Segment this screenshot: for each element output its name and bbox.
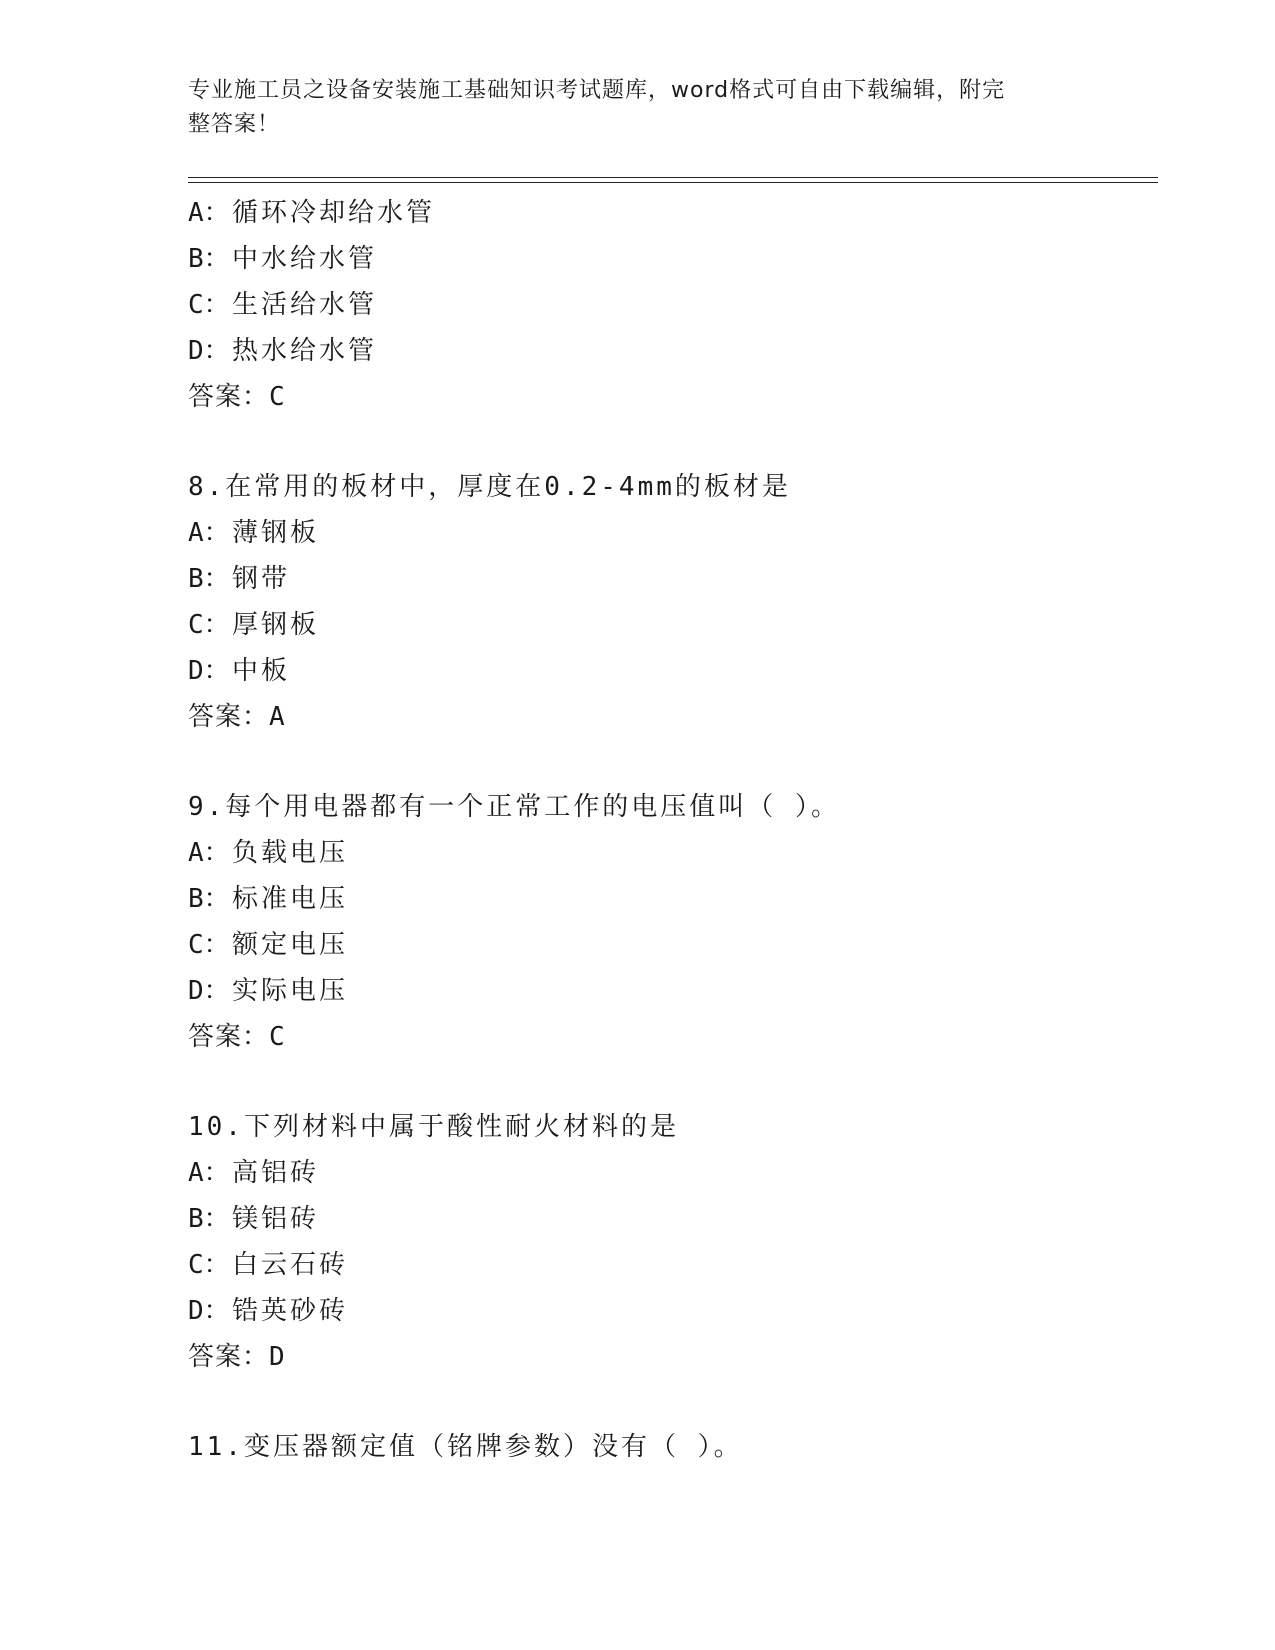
option-text: 厚钢板 [232,610,320,640]
option-text: 钢带 [232,564,291,594]
answer-label: 答案： [188,702,270,732]
answer-value: C [269,382,286,412]
question-7-continued [188,190,1148,420]
question-9 [188,784,1148,1060]
option-c [188,282,1148,328]
option-d [188,968,1148,1014]
option-label: D： [188,1296,230,1326]
answer-line [188,1334,1148,1380]
option-text: 高铝砖 [232,1158,320,1188]
question-stem: 8.在常用的板材中，厚度在0.2-4mm的板材是 [188,472,791,502]
option-a [188,510,1148,556]
option-label: C： [188,930,230,960]
option-label: C： [188,1250,230,1280]
option-d [188,648,1148,694]
question-stem: 11.变压器额定值（铭牌参数）没有（ ）。 [188,1432,743,1462]
option-text: 中板 [232,656,291,686]
header-divider-bottom [188,182,1158,183]
question-list [188,190,1148,1470]
option-text: 白云石砖 [232,1250,349,1280]
option-label: B： [188,884,230,914]
option-c [188,922,1148,968]
option-text: 中水给水管 [232,244,378,274]
option-label: A： [188,198,230,228]
option-text: 实际电压 [232,976,349,1006]
question-8 [188,464,1148,740]
answer-value: A [269,702,286,732]
option-a [188,1150,1148,1196]
option-d [188,1288,1148,1334]
answer-line [188,374,1148,420]
option-label: D： [188,976,230,1006]
option-text: 薄钢板 [232,518,320,548]
option-label: B： [188,564,230,594]
option-text: 标准电压 [232,884,349,914]
answer-label: 答案： [188,382,270,412]
option-text: 负载电压 [232,838,349,868]
option-text: 镁铝砖 [232,1204,320,1234]
option-a [188,830,1148,876]
answer-value: D [269,1342,286,1372]
question-10 [188,1104,1148,1380]
option-label: B： [188,1204,230,1234]
option-b [188,1196,1148,1242]
option-text: 锆英砂砖 [232,1296,349,1326]
option-c [188,1242,1148,1288]
option-label: A： [188,1158,230,1188]
option-label: C： [188,610,230,640]
document-header [188,74,1068,142]
option-text: 热水给水管 [232,336,378,366]
option-c [188,602,1148,648]
header-divider-top [188,177,1158,178]
option-label: D： [188,336,230,366]
question-stem: 10.下列材料中属于酸性耐火材料的是 [188,1112,679,1142]
answer-line [188,694,1148,740]
header-title-line1: 专业施工员之设备安装施工基础知识考试题库，word格式可自由下载编辑，附完 [188,78,1006,103]
option-b [188,876,1148,922]
question-11 [188,1424,1148,1470]
option-label: C： [188,290,230,320]
option-label: A： [188,838,230,868]
option-d [188,328,1148,374]
option-label: D： [188,656,230,686]
answer-label: 答案： [188,1342,270,1372]
option-text: 循环冷却给水管 [232,198,436,228]
answer-label: 答案： [188,1022,270,1052]
option-text: 额定电压 [232,930,349,960]
option-b [188,236,1148,282]
answer-line [188,1014,1148,1060]
option-a [188,190,1148,236]
question-stem: 9.每个用电器都有一个正常工作的电压值叫（ ）。 [188,792,840,822]
header-title-line2: 整答案！ [188,112,281,137]
option-text: 生活给水管 [232,290,378,320]
answer-value: C [269,1022,286,1052]
option-label: B： [188,244,230,274]
option-b [188,556,1148,602]
option-label: A： [188,518,230,548]
